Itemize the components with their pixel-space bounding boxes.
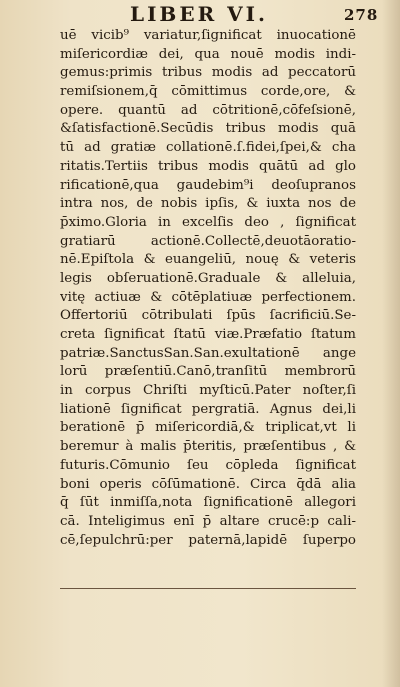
- text-line: uē vicib⁹ variatur,ſignificat inuocationē: [60, 28, 356, 43]
- page-number: 278: [344, 6, 379, 24]
- body-text: [60, 27, 356, 550]
- page-edge-shadow: [382, 0, 400, 687]
- text-line: p̄ximo.Gloria in excelſis deo , ſignificat: [60, 214, 356, 230]
- text-line: tū ad gratiæ collationē.ſ.fidei,ſpei,& cha: [60, 140, 356, 156]
- text-line: legis obſeruationē.Graduale & alleluia,: [60, 270, 356, 286]
- text-line: boni operis cōſūmationē. Circa q̄dā alia: [60, 476, 356, 492]
- text-line: rificationē,qua gaudebim⁹i deoſupranos: [60, 177, 356, 193]
- text-line: q̄ ſūt inmiſſa,nota ſignificationē allegori: [60, 495, 356, 511]
- text-line: beremur à malis p̄teritis, præſentibus , &: [60, 439, 356, 455]
- text-line: opere. quantū ad cōtritionē,cōfeſsionē,: [60, 102, 356, 118]
- bottom-rule: [60, 588, 356, 589]
- text-line: nē.Epiſtola & euangeliū, nouę & veteris: [60, 252, 356, 268]
- text-line: Offertoriū cōtribulati ſpūs ſacrificiū.Se-: [60, 308, 356, 324]
- text-line: ritatis.Tertiis tribus modis quātū ad glo: [60, 158, 356, 174]
- text-line: remiſsionem,q̄ cōmittimus corde,ore, &: [60, 84, 356, 100]
- text-line: miſericordiæ dei, qua nouē modis indi-: [60, 46, 356, 62]
- text-line: patriæ.SanctusSan.San.exultationē ange: [60, 345, 356, 361]
- text-line: in corpus Chriſti myſticū.Pater noſter,ſi: [60, 383, 356, 399]
- page-header: [0, 0, 400, 30]
- running-head: LIBER VI.: [130, 2, 268, 26]
- text-line: &ſatisfactionē.Secūdis tribus modis quā: [60, 121, 356, 137]
- text-line: gratiarū actionē.Collectē,deuotāoratio-: [60, 233, 356, 249]
- text-line: creta ſignificat ſtatū viæ.Præfatio ſtatum: [60, 327, 356, 342]
- text-line: gemus:primis tribus modis ad peccatorū: [60, 65, 356, 81]
- text-line: cē,ſepulchrū:per paternā,lapidē ſuperpo: [60, 532, 356, 548]
- text-line: cā. Inteligimus enī p̄ altare crucē:p cali-: [60, 513, 356, 529]
- text-line: lorū præſentiū.Canō,tranſitū membrorū: [60, 364, 356, 380]
- text-line: futuris.Cōmunio ſeu cōpleda ſignificat: [60, 457, 356, 473]
- text-line: liationē ſignificat pergratiā. Agnus dei,li: [60, 401, 356, 417]
- text-line: vitę actiuæ & cōtēplatiuæ perfectionem.: [60, 289, 356, 305]
- text-line: intra nos, de nobis ipſis, & iuxta nos de: [60, 196, 356, 212]
- text-line: berationē p̄ miſericordiā,& triplicat,vt li: [60, 420, 356, 436]
